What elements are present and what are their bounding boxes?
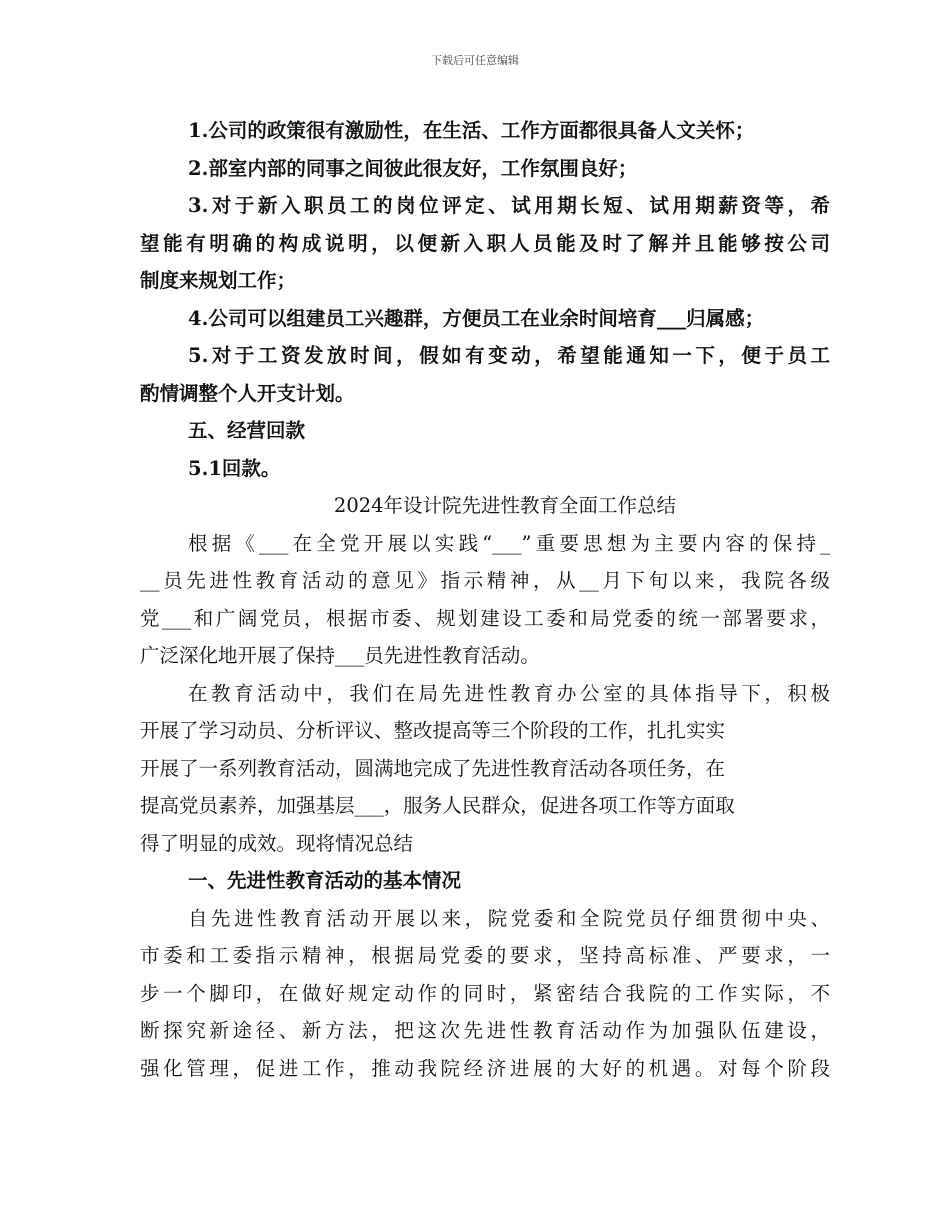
paragraph-1-line-4: 广泛深化地开展了保持___员先进性教育活动。: [140, 644, 540, 667]
paragraph-2-line-3: 开展了一系列教育活动，圆满地完成了先进性教育活动各项任务，在: [140, 756, 726, 780]
section-heading-one: 一、先进性教育活动的基本情况: [188, 869, 462, 892]
list-item-1: 1.公司的政策很有激励性，在生活、工作方面都很具备人文关怀；: [188, 119, 755, 142]
subsection-heading-5-1: 5.1回款。: [188, 456, 281, 480]
document-body: [140, 112, 830, 1087]
list-item-3-line-1: 3.对于新入职员工的岗位评定、试用期长短、试用期薪资等，希: [188, 194, 830, 217]
paragraph-2-line-1: 在教育活动中，我们在局先进性教育办公室的具体指导下，积极: [188, 681, 830, 705]
paragraph-3-line-4: 断探究新途径、新方法，把这次先进性教育活动作为加强队伍建设，: [140, 1019, 830, 1042]
paragraph-2-line-2: 开展了学习动员、分析评议、整改提高等三个阶段的工作，扎扎实实: [140, 719, 726, 742]
paragraph-1-line-2: __员先进性教育活动的意见》指示精神，从__月下旬以来，我院各级: [140, 569, 830, 592]
section-heading-five: 五、经营回款: [188, 419, 306, 442]
paragraph-1-line-1: 根据《___在全党开展以实践“___”重要思想为主要内容的保持_: [188, 531, 830, 555]
paragraph-3-line-3: 步一个脚印，在做好规定动作的同时，紧密结合我院的工作实际，不: [140, 981, 830, 1005]
paragraph-2-line-5: 得了明显的成效。现将情况总结: [140, 831, 414, 855]
list-item-2: 2.部室内部的同事之间彼此很友好，工作氛围良好；: [188, 156, 638, 180]
list-item-5-line-2: 酌情调整个人开支计划。: [140, 381, 355, 405]
list-item-3-line-3: 制度来规划工作；: [140, 269, 297, 292]
list-item-4: 4.公司可以组建员工兴趣群，方便员工在业余时间培育___归属感；: [188, 306, 765, 330]
list-item-5-line-1: 5.对于工资发放时间，假如有变动，希望能通知一下，便于员工: [188, 344, 830, 367]
paragraph-1-line-3: 党___和广阔党员，根据市委、规划建设工委和局党委的统一部署要求，: [140, 606, 830, 630]
document-title: 2024年设计院先进性教育全面工作总结: [333, 494, 677, 517]
paragraph-3-line-5: 强化管理，促进工作，推动我院经济进展的大好的机遇。对每个阶段: [140, 1056, 830, 1080]
list-item-3-line-2: 望能有明确的构成说明，以便新入职人员能及时了解并且能够按公司: [140, 231, 830, 255]
paragraph-2-line-4: 提高党员素养，加强基层___，服务人民群众，促进各项工作等方面取: [140, 794, 735, 817]
page-header: 下载后可任意编辑: [431, 54, 519, 67]
paragraph-3-line-1: 自先进性教育活动开展以来，院党委和全院党员仔细贯彻中央、: [188, 906, 830, 930]
paragraph-3-line-2: 市委和工委指示精神，根据局党委的要求，坚持高标准、严要求，一: [140, 944, 830, 967]
